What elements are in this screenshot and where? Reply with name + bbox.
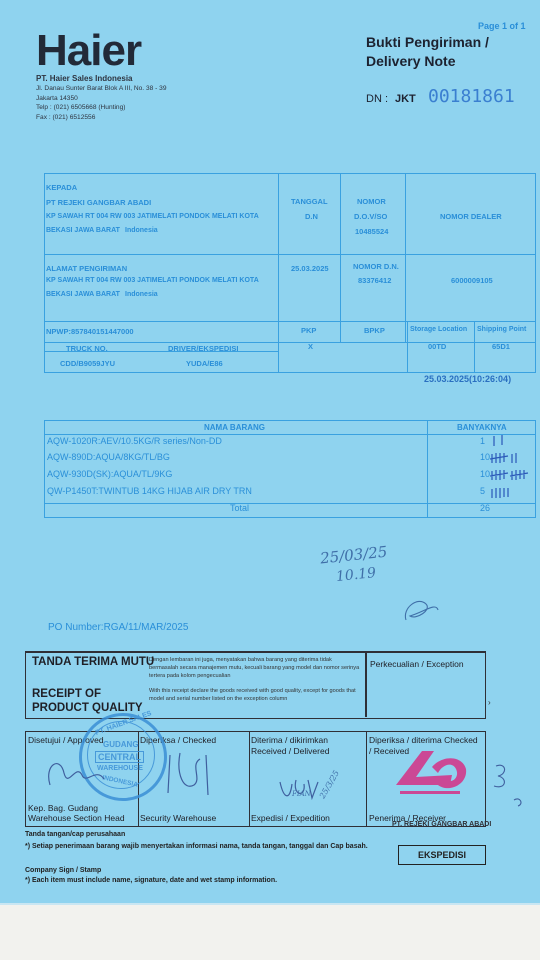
item-qty: 10 [480,469,491,479]
receiver-stamp [392,745,474,805]
tally-marks [488,432,534,502]
company-phone: Telp : (021) 6505668 (Hunting) [36,104,126,111]
item-qty: 10 [480,452,491,462]
stamp-ring-text: PT. HAIER SALES [94,710,153,737]
dn-label: DN : [366,93,388,105]
delivery-address: KP SAWAH RT 004 RW 003 JATIMELATI PONDOK MELATI KOTA [46,277,259,284]
item-name: QW-P1450T:TWINTUB 14KG HIJAB AIR DRY TRN [47,486,252,496]
nomor-sub: D.O.V/SO [354,212,388,221]
sig-approved-label: Disetujui / Approved [28,735,104,745]
expedition-signer-name: FIAN [292,790,311,798]
customer-address-city: BEKASI JAWA BARAT [46,227,120,234]
print-timestamp: 25.03.2025(10:26:04) [424,374,512,384]
page-number: Page 1 of 1 [478,21,526,31]
stamp-bottom-text: INDONESIA [101,774,139,789]
driver-name: YUDA/E86 [186,359,223,368]
ekspedisi-box: EKSPEDISI [398,845,486,865]
expedition-sign-date: 25/3/25 [317,768,342,801]
approved-signature [30,745,130,805]
sig-foot-security: Security Warehouse [140,813,217,823]
shipping-value: 65D1 [492,342,510,351]
col-banyaknya: BANYAKNYA [457,423,507,432]
footer-company-sign: Company Sign / Stamp [25,867,102,874]
stamp-center-2: CENTRAL [95,751,144,763]
receipt-text-id: Dengan lembaran ini juga, menyatakan bahwa barang yang diterima tidak bermasalah secara manajemen mutu, kecuali barang yang model dan nomor serinya tertera pada kolom pengecualian [149,657,360,679]
margin-note [490,760,534,812]
sig-foot-expedition: Expedisi / Expedition [251,813,330,823]
storage-value: 00TD [428,342,447,351]
haier-logo: Haier [36,26,142,75]
footer-note-en: *) Each item must include name, signature, date and wet stamp information. [25,877,278,884]
tanggal-sub: D.N [305,212,318,221]
exception-mark: › [488,698,491,707]
pkp-label: PKP [301,326,317,335]
document-title-en: Delivery Note [366,53,456,69]
item-name: AQW-1020R:AEV/10.5KG/R series/Non-DD [47,436,222,446]
footer-note-id: *) Setiap penerimaan barang wajib menyertakan informasi nama, tanda tangan, tanggal dan Cap basah. [25,843,368,850]
stamp-center-3: WAREHOUSE [97,765,143,772]
delivery-country: Indonesia [125,291,158,298]
sig-checked-label: Diperiksa / Checked [140,735,217,745]
pkp-value: X [308,342,314,351]
alamat-label: ALAMAT PENGIRIMAN [46,264,128,273]
dealer-number: 6000009105 [451,276,493,285]
col-nama-barang: NAMA BARANG [204,423,266,432]
handwritten-date: 25/03/25 [319,542,389,568]
sig-foot-warehouse-head: Kep. Bag. Gudang Warehouse Section Head [28,803,125,823]
total-label: Total [230,503,250,513]
item-qty: 1 [480,436,486,446]
truck-label: TRUCK NO. [66,344,108,353]
receipt-title-en: RECEIPT OF PRODUCT QUALITY [32,688,143,714]
item-name: AQW-930D(SK):AQUA/TL/9KG [47,469,173,479]
footer-caption: Tanda tangan/cap perusahaan [25,831,126,838]
tanggal-label: TANGGAL [291,197,328,206]
stamp-center-1: GUDANG [103,740,139,749]
kepada-label: KEPADA [46,183,78,192]
sig-foot-receiver: Penerima / Receiver [369,813,447,823]
nomor-label: NOMOR [357,197,386,206]
customer-country: Indonesia [125,227,158,234]
initials-signature [396,590,442,630]
company-city: Jakarta 14350 [36,95,78,102]
dn-number: 00181861 [428,86,515,107]
truck-number: CDD/B9059JYU [60,359,116,368]
shipping-label: Shipping Point [477,326,527,333]
document-title: Bukti Pengiriman / [366,34,489,50]
company-name: PT. Haier Sales Indonesia [36,74,133,83]
sig-checked-received-label: Diperiksa / diterima Checked / Received [369,735,478,756]
npwp: NPWP:857840151447000 [46,327,134,336]
total-value: 26 [480,503,491,513]
customer-address: KP SAWAH RT 004 RW 003 JATIMELATI PONDOK MELATI KOTA [46,213,259,220]
do-number: 10485524 [355,227,389,236]
customer-name: PT REJEKI GANGBAR ABADI [46,198,152,207]
receiver-company: PT. REJEKI GANGBAR ABADI [392,821,492,828]
handwritten-time: 10.19 [335,564,377,586]
exception-label: Perkecualian / Exception [370,659,464,669]
dn-date: 25.03.2025 [291,264,329,273]
nomor-dn-value: 83376412 [358,276,392,285]
company-address: Jl. Danau Sunter Barat Blok A III, No. 38 - 39 [36,85,167,92]
bpkp-label: BPKP [364,326,385,335]
item-qty: 5 [480,486,486,496]
checked-signature [150,745,220,805]
sig-received-label: Diterima / dikirimkan Received / Delivered [251,735,330,756]
po-number: PO Number:RGA/11/MAR/2025 [48,622,189,633]
item-name: AQW-890D:AQUA/8KG/TL/BG [47,452,170,462]
receipt-title-id: TANDA TERIMA MUTU [32,656,155,668]
company-fax: Fax : (021) 6512556 [36,114,96,121]
nomor-dn-label: NOMOR D.N. [353,262,399,271]
delivery-address-city: BEKASI JAWA BARAT [46,291,120,298]
driver-label: DRIVER/EKSPEDISI [168,344,239,353]
dealer-label: NOMOR DEALER [440,212,502,221]
receipt-text-en: With this receipt declare the goods received with good quality, except for goods that model and serial number listed on the exception column [149,688,356,702]
dn-branch: JKT [395,93,416,105]
storage-label: Storage Location [410,326,468,333]
